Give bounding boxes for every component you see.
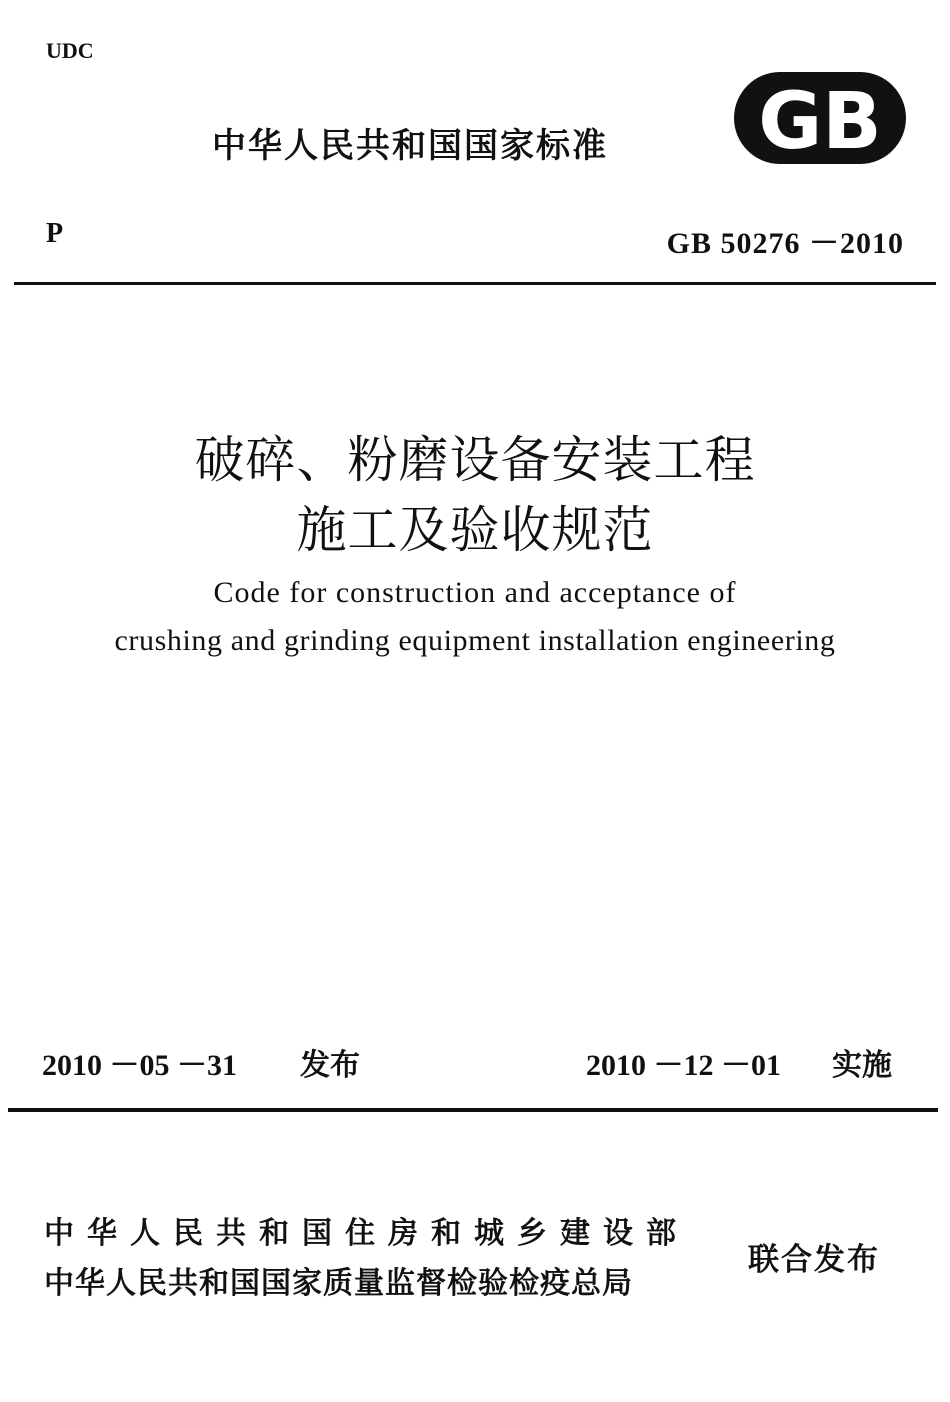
publish-date: 2010 －05 －31: [42, 1049, 237, 1082]
bottom-divider: [8, 1108, 938, 1112]
issuer-line1: 中华人民共和国住房和城乡建设部: [44, 1216, 689, 1251]
joint-issue-label: 联合发布: [748, 1242, 880, 1278]
title-cn-line1: 破碎、粉磨设备安装工程: [194, 432, 756, 488]
title-cn-line2: 施工及验收规范: [296, 502, 654, 558]
standard-type-heading: 中华人民共和国国家标准: [212, 126, 608, 166]
classification-code: P: [46, 218, 64, 249]
gb-logo-text: GB: [758, 77, 882, 167]
udc-label: UDC: [46, 38, 94, 63]
gb-logo: [730, 68, 910, 168]
top-divider: [14, 282, 936, 285]
standard-number: GB 50276 －2010: [666, 227, 904, 260]
effective-date: 2010 －12 －01: [586, 1049, 781, 1082]
title-en-line2: crushing and grinding equipment installation engineering: [114, 624, 836, 657]
publish-label: 发布: [300, 1048, 360, 1083]
title-en-line1: Code for construction and acceptance of: [213, 576, 737, 609]
effective-label: 实施: [832, 1048, 892, 1083]
issuer-line2: 中华人民共和国国家质量监督检验检疫总局: [44, 1266, 633, 1301]
